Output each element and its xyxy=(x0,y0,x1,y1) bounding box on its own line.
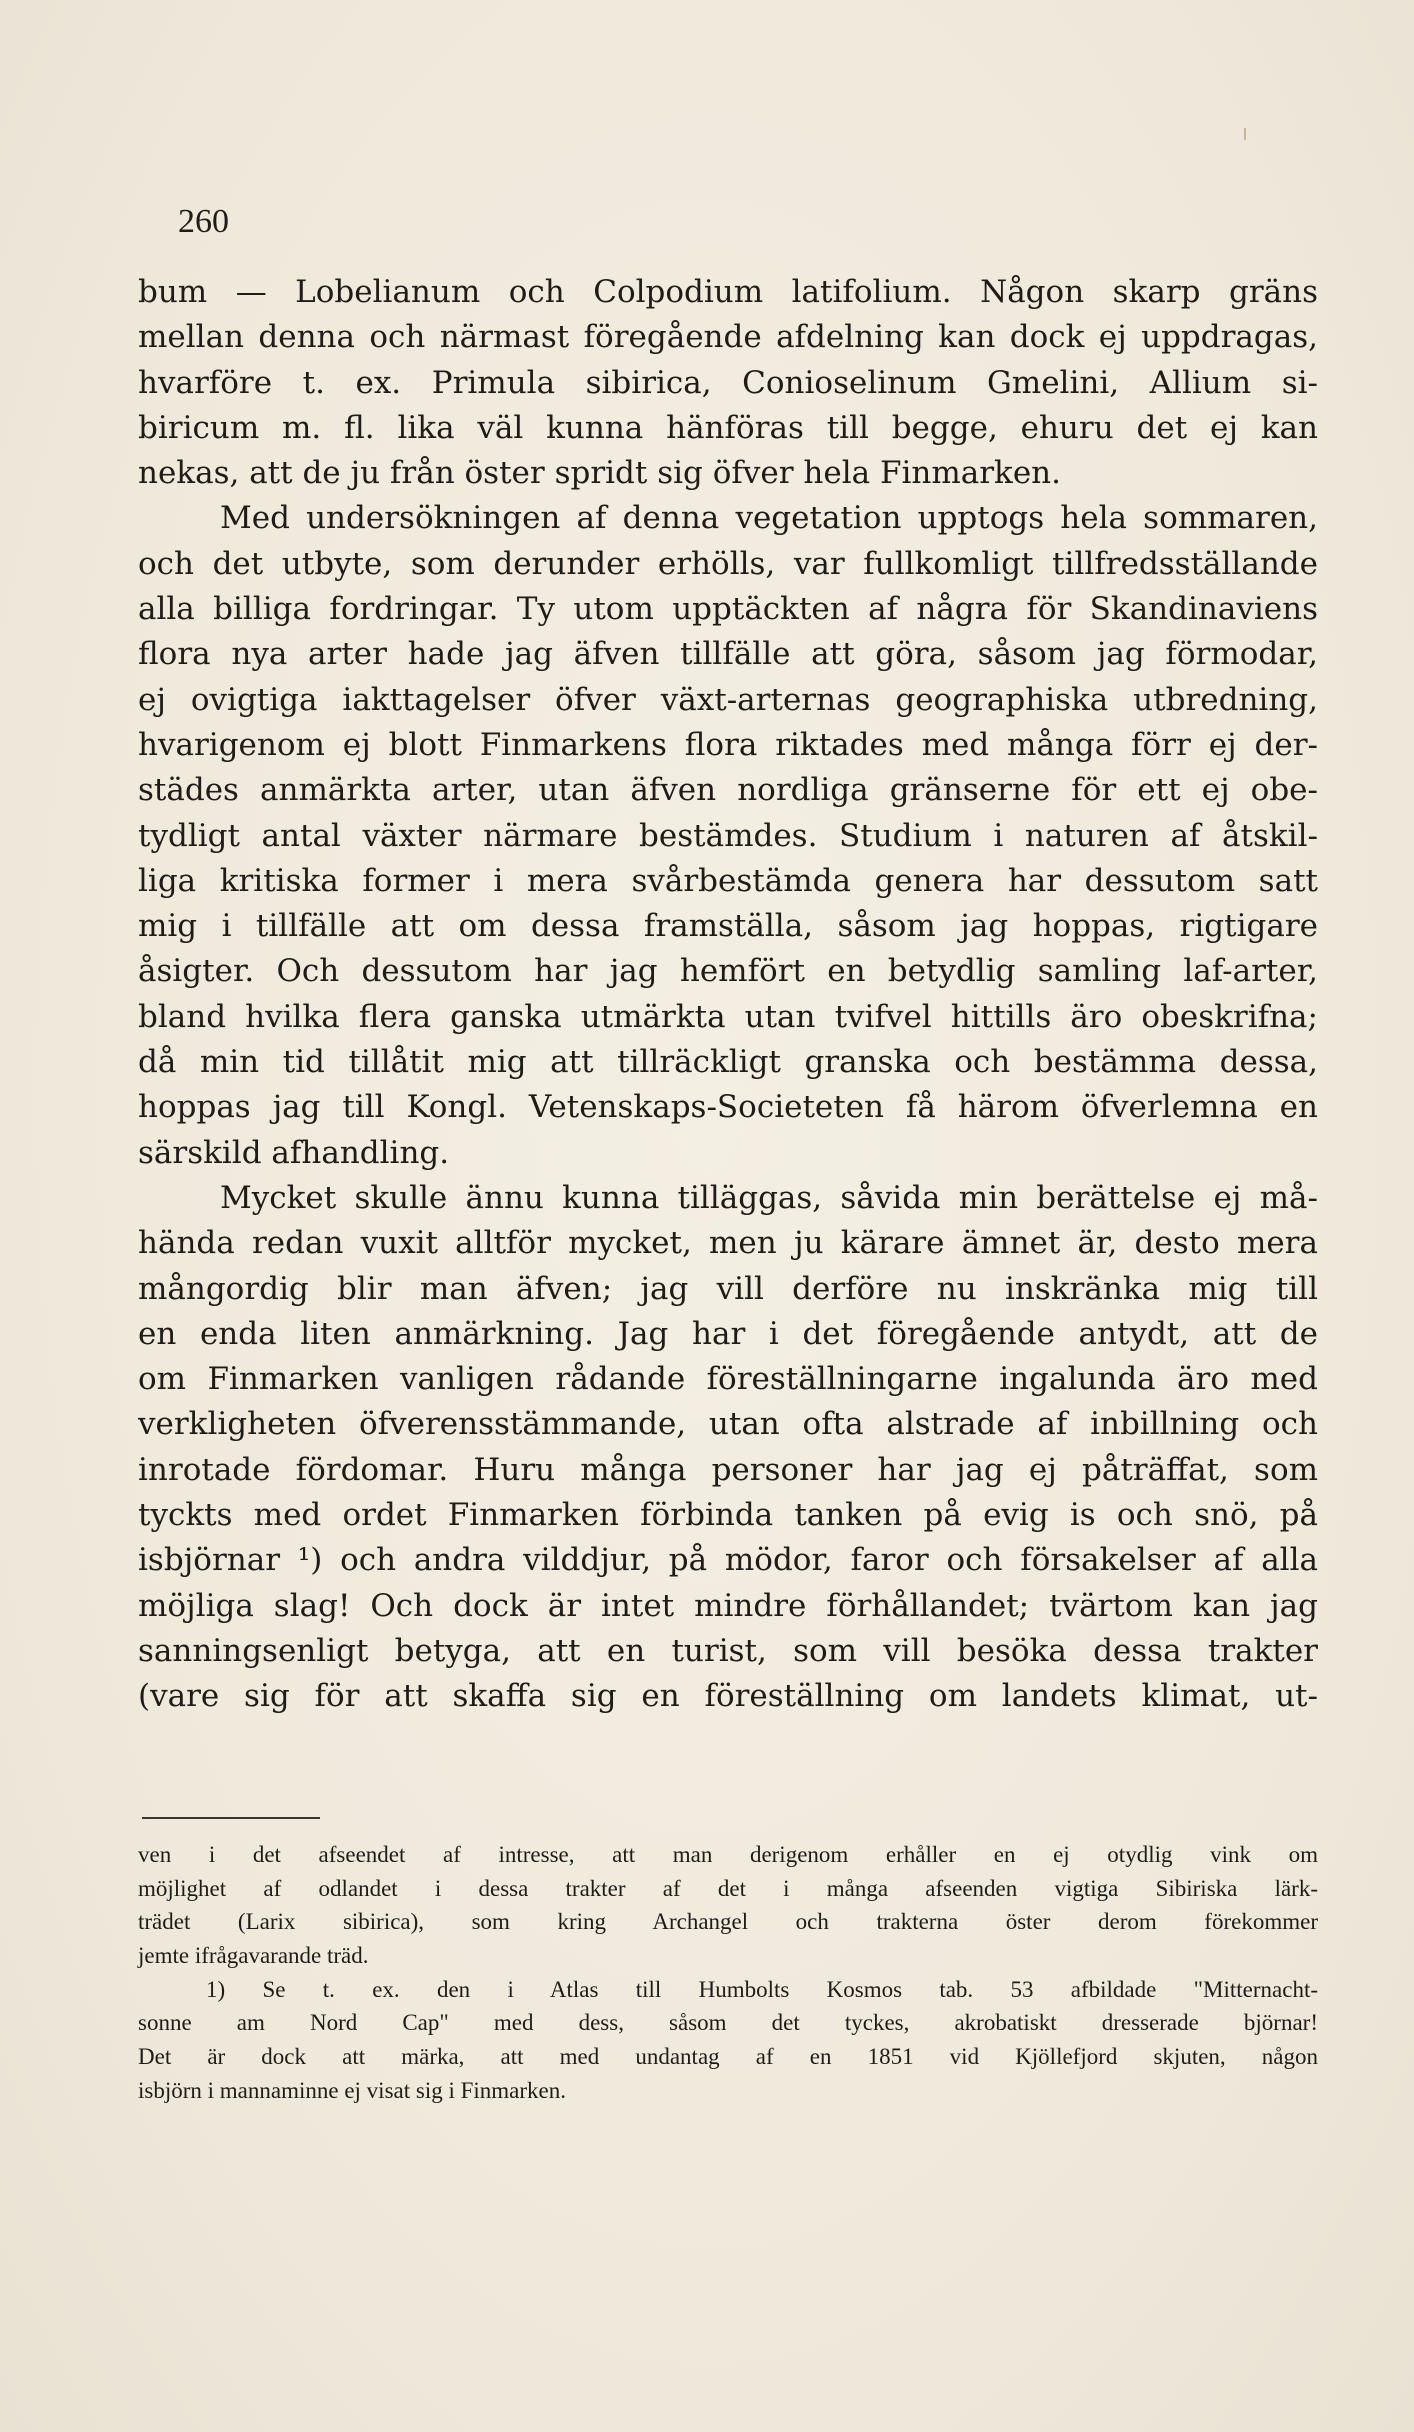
text-line: mångordig blir man äfven; jag vill derföre nu inskränka mig till xyxy=(138,1270,1318,1307)
footnote-line: jemte ifrågavarande träd. xyxy=(138,1943,369,1969)
text-line: (vare sig för att skaffa sig en föreställning om landets klimat, ut- xyxy=(138,1678,1318,1715)
text-line: ej ovigtiga iakttagelser öfver växt-arternas geographiska utbredning, xyxy=(138,681,1318,718)
text-line: städes anmärkta arter, utan äfven nordliga gränserne för ett ej obe- xyxy=(138,772,1318,809)
footnote-line: Det är dock att märka, att med undantag af en 1851 vid Kjöllefjord skjuten, någon xyxy=(138,2044,1318,2070)
text-line: hoppas jag till Kongl. Vetenskaps-Societeten få härom öfverlemna en xyxy=(138,1089,1318,1126)
text-line: alla billiga fordringar. Ty utom upptäckten af några för Skandinaviens xyxy=(138,591,1318,628)
footnote-line: 1) Se t. ex. den i Atlas till Humbolts Kosmos tab. 53 afbildade "Mitternacht- xyxy=(206,1976,1318,2002)
footnotes xyxy=(138,1838,1318,2108)
text-line: tyckts med ordet Finmarken förbinda tanken på evig is och snö, på xyxy=(138,1497,1318,1534)
text-line: Med undersökningen af denna vegetation upptogs hela sommaren, xyxy=(220,500,1318,537)
text-line: möjliga slag! Och dock är intet mindre förhållandet; tvärtom kan jag xyxy=(138,1587,1318,1624)
paper-speck xyxy=(1244,128,1246,140)
text-line: hända redan vuxit alltför mycket, men ju kärare ämnet är, desto mera xyxy=(138,1225,1318,1262)
body-text xyxy=(138,270,1318,1720)
text-line: bum — Lobelianum och Colpodium latifolium. Någon skarp gräns xyxy=(138,274,1318,310)
text-line: nekas, att de ju från öster spridt sig öfver hela Finmarken. xyxy=(138,455,1061,492)
page-number: 260 xyxy=(178,203,229,240)
text-line: åsigter. Och dessutom har jag hemfört en betydlig samling laf-arter, xyxy=(138,953,1318,990)
text-line: mellan denna och närmast föregående afdelning kan dock ej uppdragas, xyxy=(138,319,1318,356)
footnote-line: isbjörn i mannaminne ej visat sig i Finmarken. xyxy=(138,2077,566,2103)
text-line: då min tid tillåtit mig att tillräckligt granska och bestämma dessa, xyxy=(138,1044,1318,1081)
text-line: en enda liten anmärkning. Jag har i det föregående antydt, att de xyxy=(138,1315,1318,1352)
text-line: särskild afhandling. xyxy=(138,1134,450,1171)
text-line: om Finmarken vanligen rådande föreställningarne ingalunda äro med xyxy=(138,1361,1318,1398)
text-line: Mycket skulle ännu kunna tilläggas, såvida min berättelse ej må- xyxy=(220,1179,1318,1216)
footnote-line: trädet (Larix sibirica), som kring Archangel och trakterna öster derom förekommer xyxy=(138,1909,1318,1935)
text-line: isbjörnar ¹) och andra vilddjur, på mödor, faror och försakelser af alla xyxy=(138,1542,1318,1579)
text-line: hvarigenom ej blott Finmarkens flora riktades med många förr ej der- xyxy=(138,726,1318,763)
text-line: hvarföre t. ex. Primula sibirica, Conioselinum Gmelini, Allium si- xyxy=(138,364,1318,401)
text-line: liga kritiska former i mera svårbestämda genera har dessutom satt xyxy=(138,862,1318,899)
text-line: tydligt antal växter närmare bestämdes. Studium i naturen af åtskil- xyxy=(138,817,1318,854)
text-line: sanningsenligt betyga, att en turist, som vill besöka dessa trakter xyxy=(138,1632,1318,1669)
text-line: biricum m. fl. lika väl kunna hänföras till begge, ehuru det ej kan xyxy=(138,409,1318,446)
footnote-line: ven i det afseendet af intresse, att man derigenom erhåller en ej otydlig vink om xyxy=(138,1842,1318,1867)
footnote-rule xyxy=(142,1817,320,1819)
text-line: bland hvilka flera ganska utmärkta utan tvifvel hittills äro obeskrifna; xyxy=(138,998,1318,1035)
text-line: inrotade fördomar. Huru många personer har jag ej påträffat, som xyxy=(138,1451,1318,1488)
text-line: verkligheten öfverensstämmande, utan ofta alstrade af inbillning och xyxy=(138,1406,1318,1443)
text-line: mig i tillfälle att om dessa framställa, såsom jag hoppas, rigtigare xyxy=(138,908,1318,945)
footnote-line: möjlighet af odlandet i dessa trakter af det i många afseenden vigtiga Sibiriska lärk- xyxy=(138,1875,1318,1901)
footnote-line: sonne am Nord Cap" med dess, såsom det tyckes, akrobatiskt dresserade björnar! xyxy=(138,2010,1318,2036)
text-line: och det utbyte, som derunder erhölls, var fullkomligt tillfredsställande xyxy=(138,545,1318,582)
text-line: flora nya arter hade jag äfven tillfälle att göra, såsom jag förmodar, xyxy=(138,636,1318,673)
